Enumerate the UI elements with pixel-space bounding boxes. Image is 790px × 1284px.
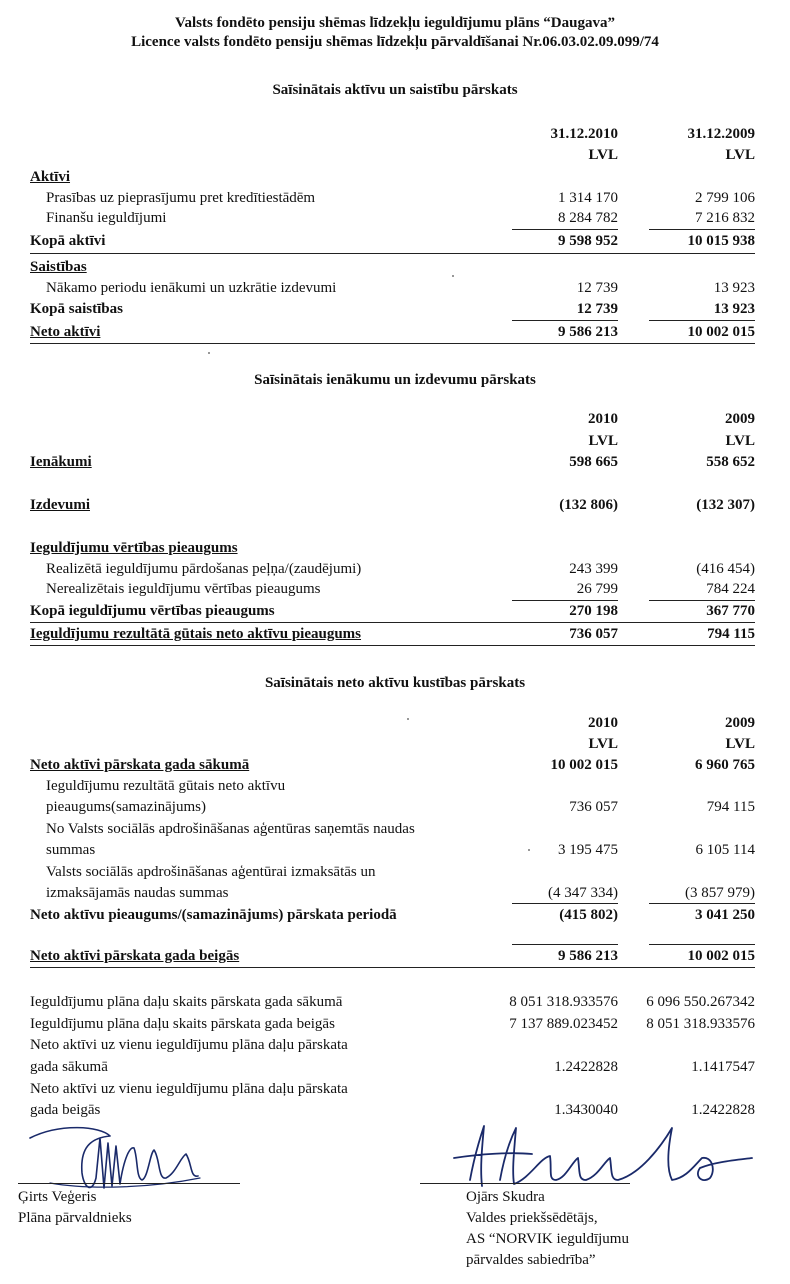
income-col1-unit: LVL <box>588 433 618 449</box>
movement-title: Saīsinātais neto aktīvu kustības pārskats <box>264 675 526 691</box>
total-growth-v2: 367 770 <box>706 603 755 619</box>
balance-col2-unit: LVL <box>725 147 755 163</box>
left-signer-name: Ģirts Veģeris <box>18 1189 97 1205</box>
row-claims-v2: 2 799 106 <box>695 190 755 206</box>
start-v1: 10 002 015 <box>550 757 618 773</box>
end-v1: 9 586 213 <box>558 948 618 964</box>
start-label: Neto aktīvi pārskata gada sākumā <box>30 757 250 773</box>
row-investments-v2: 7 216 832 <box>695 210 755 226</box>
paid-label-line1: Valsts sociālās apdrošināšanas aģentūrai izmaksātās un <box>46 864 376 880</box>
row-accrued-v2: 13 923 <box>713 280 755 296</box>
net-assets-v2: 10 002 015 <box>687 324 755 340</box>
movement-result-label-line2: pieaugums(samazinājums) <box>46 799 206 815</box>
change-v2: 3 041 250 <box>695 907 755 923</box>
change-v1: (415 802) <box>559 907 618 923</box>
right-signature-mark <box>440 1118 785 1198</box>
units-start-v2: 6 096 550.267342 <box>646 994 755 1010</box>
divider <box>649 903 755 904</box>
result-label: Ieguldījumu rezultātā gūtais neto aktīvu pieaugums <box>30 626 362 642</box>
left-signer-role: Plāna pārvaldnieks <box>18 1210 132 1226</box>
total-liabilities-label: Kopā saistības <box>30 301 123 317</box>
expenses-label: Izdevumi <box>30 497 90 513</box>
balance-title: Saīsinātais aktīvu un saistību pārskats <box>272 82 518 98</box>
growth-heading: Ieguldījumu vērtības pieaugums <box>30 540 238 556</box>
result-v2: 794 115 <box>707 626 755 642</box>
row-accrued-v1: 12 739 <box>576 280 618 296</box>
divider <box>649 600 755 601</box>
row-claims-v1: 1 314 170 <box>558 190 618 206</box>
realized-v1: 243 399 <box>569 561 618 577</box>
unrealized-v2: 784 224 <box>706 581 755 597</box>
license-line: Licence valsts fondēto pensiju shēmas līdzekļu pārvaldīšanai Nr.06.03.02.09.099/74 <box>131 34 659 50</box>
paid-v1: (4 347 334) <box>548 885 618 901</box>
divider <box>512 903 618 904</box>
income-col2-unit: LVL <box>725 433 755 449</box>
end-v2: 10 002 015 <box>687 948 755 964</box>
start-v2: 6 960 765 <box>695 757 755 773</box>
total-assets-v1: 9 598 952 <box>558 233 618 249</box>
total-liabilities-v2: 13 923 <box>713 301 755 317</box>
row-investments-v1: 8 284 782 <box>558 210 618 226</box>
divider <box>649 944 755 945</box>
divider <box>30 343 755 344</box>
nav-end-v1: 1.3430040 <box>554 1102 618 1118</box>
nav-end-v2: 1.2422828 <box>691 1102 755 1118</box>
units-end-label: Ieguldījumu plāna daļu skaits pārskata gada beigās <box>30 1016 335 1032</box>
scan-speck <box>452 275 454 277</box>
expenses-v2: (132 307) <box>696 497 755 513</box>
change-label: Neto aktīvu pieaugums/(samazinājums) pārskata periodā <box>30 907 397 923</box>
result-v1: 736 057 <box>569 626 618 642</box>
nav-end-label-line2: gada beigās <box>30 1102 101 1118</box>
left-signature-mark <box>20 1118 220 1198</box>
signature-line <box>420 1183 630 1184</box>
net-assets-label: Neto aktīvi <box>30 324 101 340</box>
row-claims-label: Prasības uz pieprasījumu pret kredītiestādēm <box>46 190 316 206</box>
received-v1: 3 195 475 <box>558 842 618 858</box>
unrealized-label: Nerealizētais ieguldījumu vērtības pieaugums <box>46 581 321 597</box>
paid-label-line2: izmaksājamās naudas summas <box>46 885 229 901</box>
realized-v2: (416 454) <box>696 561 755 577</box>
divider <box>512 229 618 230</box>
nav-start-label-line2: gada sākumā <box>30 1059 108 1075</box>
balance-col1-unit: LVL <box>588 147 618 163</box>
received-label-line1: No Valsts sociālās apdrošināšanas aģentūras saņemtās naudas <box>46 821 415 837</box>
nav-start-label-line1: Neto aktīvi uz vienu ieguldījumu plāna daļu pārskata <box>30 1037 348 1053</box>
nav-start-v2: 1.1417547 <box>691 1059 755 1075</box>
movement-result-label-line1: Ieguldījumu rezultātā gūtais neto aktīvu <box>46 778 286 794</box>
movement-result-v1: 736 057 <box>569 799 618 815</box>
signature-line <box>18 1183 240 1184</box>
divider <box>649 229 755 230</box>
received-label-line2: summas <box>46 842 96 858</box>
movement-col2-year: 2009 <box>725 715 755 731</box>
movement-col1-year: 2010 <box>588 715 618 731</box>
paid-v2: (3 857 979) <box>685 885 755 901</box>
total-growth-label: Kopā ieguldījumu vērtības pieaugums <box>30 603 275 619</box>
liabilities-heading: Saistības <box>30 259 87 275</box>
net-assets-v1: 9 586 213 <box>558 324 618 340</box>
right-signer-company: AS “NORVIK ieguldījumu <box>466 1231 629 1247</box>
income-v1: 598 665 <box>569 454 618 470</box>
row-accrued-label: Nākamo periodu ienākumi un uzkrātie izdevumi <box>46 280 337 296</box>
total-assets-v2: 10 015 938 <box>687 233 755 249</box>
movement-result-v2: 794 115 <box>706 799 755 815</box>
right-signer-name: Ojārs Skudra <box>466 1189 545 1205</box>
received-v2: 6 105 114 <box>695 842 755 858</box>
income-v2: 558 652 <box>706 454 755 470</box>
divider <box>30 967 755 968</box>
end-label: Neto aktīvi pārskata gada beigās <box>30 948 240 964</box>
income-label: Ienākumi <box>30 454 92 470</box>
total-assets-label: Kopā aktīvi <box>30 233 106 249</box>
units-end-v2: 8 051 318.933576 <box>646 1016 755 1032</box>
nav-start-v1: 1.2422828 <box>554 1059 618 1075</box>
nav-end-label-line1: Neto aktīvi uz vienu ieguldījumu plāna daļu pārskata <box>30 1081 348 1097</box>
balance-col1-date: 31.12.2010 <box>550 126 618 142</box>
divider <box>649 320 755 321</box>
document-title: Valsts fondēto pensiju shēmas līdzekļu ieguldījumu plāns “Daugava” <box>175 15 615 31</box>
total-growth-v1: 270 198 <box>569 603 618 619</box>
divider <box>512 320 618 321</box>
realized-label: Realizētā ieguldījumu pārdošanas peļņa/(zaudējumi) <box>46 561 362 577</box>
right-signer-company-line2: pārvaldes sabiedrība” <box>466 1252 596 1268</box>
balance-col2-date: 31.12.2009 <box>687 126 755 142</box>
total-liabilities-v1: 12 739 <box>576 301 618 317</box>
divider <box>512 944 618 945</box>
divider <box>512 600 618 601</box>
unrealized-v1: 26 799 <box>576 581 618 597</box>
scan-speck <box>407 718 409 720</box>
income-col1-year: 2010 <box>588 411 618 427</box>
movement-col1-unit: LVL <box>588 736 618 752</box>
divider <box>30 253 755 254</box>
units-end-v1: 7 137 889.023452 <box>509 1016 618 1032</box>
scan-speck <box>208 352 210 354</box>
row-investments-label: Finanšu ieguldījumi <box>46 210 167 226</box>
expenses-v1: (132 806) <box>559 497 618 513</box>
movement-col2-unit: LVL <box>725 736 755 752</box>
income-title: Saīsinātais ienākumu un izdevumu pārskats <box>254 372 536 388</box>
units-start-label: Ieguldījumu plāna daļu skaits pārskata gada sākumā <box>30 994 343 1010</box>
income-col2-year: 2009 <box>725 411 755 427</box>
units-start-v1: 8 051 318.933576 <box>509 994 618 1010</box>
scan-speck <box>528 849 530 851</box>
right-signer-role: Valdes priekšsēdētājs, <box>466 1210 598 1226</box>
assets-heading: Aktīvi <box>30 169 71 185</box>
divider <box>30 622 755 623</box>
divider <box>30 645 755 646</box>
